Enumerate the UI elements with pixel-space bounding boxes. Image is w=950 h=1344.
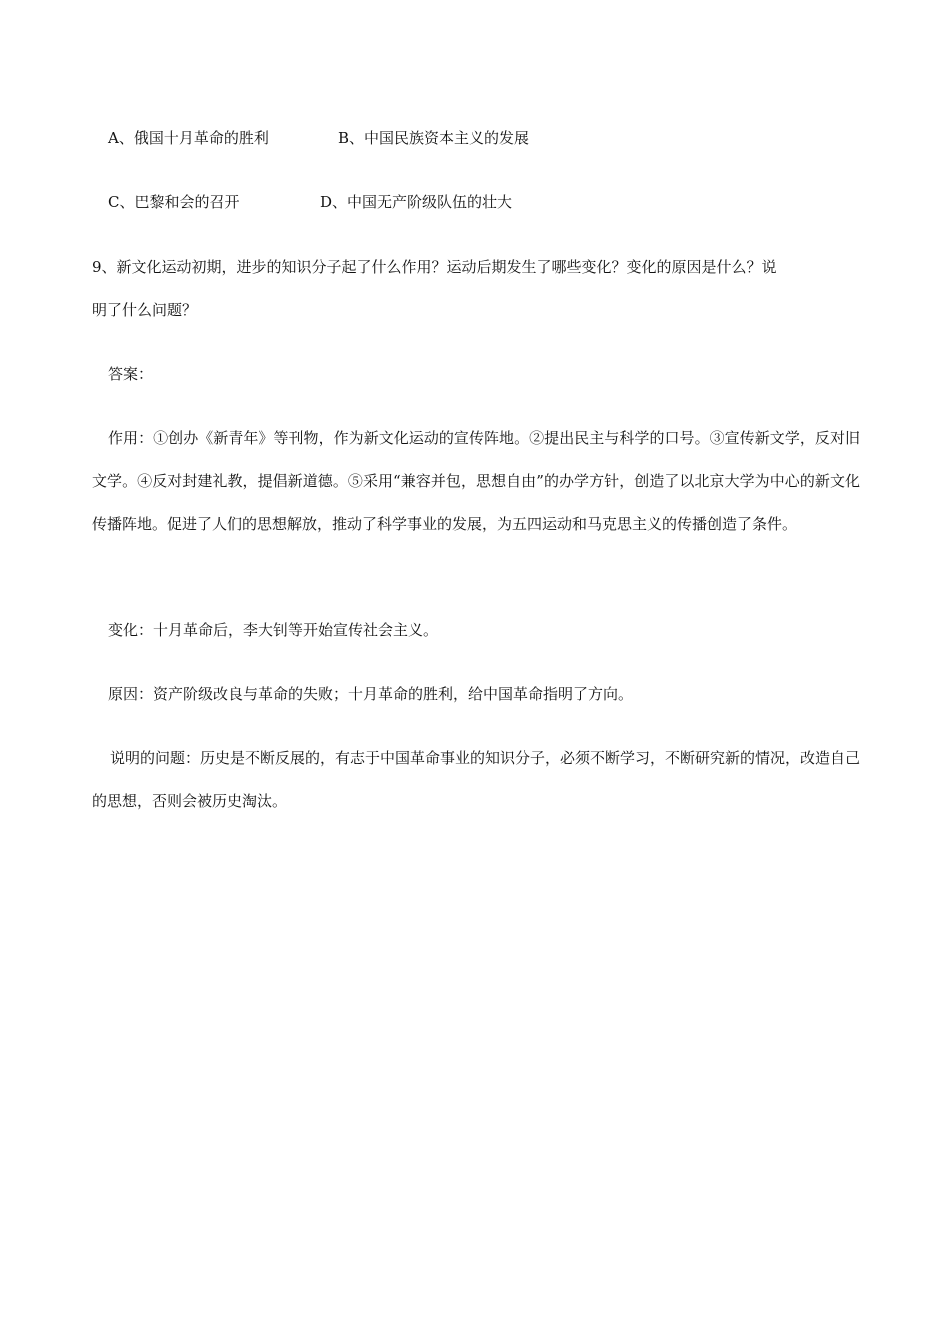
option-b: B、中国民族资本主义的发展	[338, 129, 530, 147]
answer-change: 变化：十月革命后，李大钊等开始宣传社会主义。	[108, 621, 439, 639]
answer-effect: 作用：①创办《新青年》等刊物，作为新文化运动的宣传阵地。②提出民主与科学的口号。③宣传新文学，反对旧文学。④反对封建礼教，提倡新道德。⑤采用“兼容并包，思想自由”的办学方针，创造了以北京大学为中心的新文化传播阵地。促进了人们的思想解放，推动了科学事业的发展，为五四运动和马克思主义的传播创造了条件。	[92, 429, 860, 533]
option-c: C、巴黎和会的召开	[108, 193, 240, 211]
option-a: A、俄国十月革命的胜利	[108, 129, 269, 147]
answer-reason: 原因：资产阶级改良与革命的失败；十月革命的胜利，给中国革命指明了方向。	[108, 685, 634, 703]
answer-meaning: 说明的问题：历史是不断反展的，有志于中国革命事业的知识分子，必须不断学习，不断研究新的情况，改造自己的思想，否则会被历史淘汰。	[92, 749, 861, 810]
question-9-line-1: 9、新文化运动初期，进步的知识分子起了什么作用？运动后期发生了哪些变化？变化的原因是什么？说	[92, 258, 777, 276]
option-d: D、中国无产阶级队伍的壮大	[320, 193, 513, 211]
question-9-line-2: 明了什么问题？	[92, 301, 198, 319]
answer-label: 答案：	[108, 365, 154, 383]
